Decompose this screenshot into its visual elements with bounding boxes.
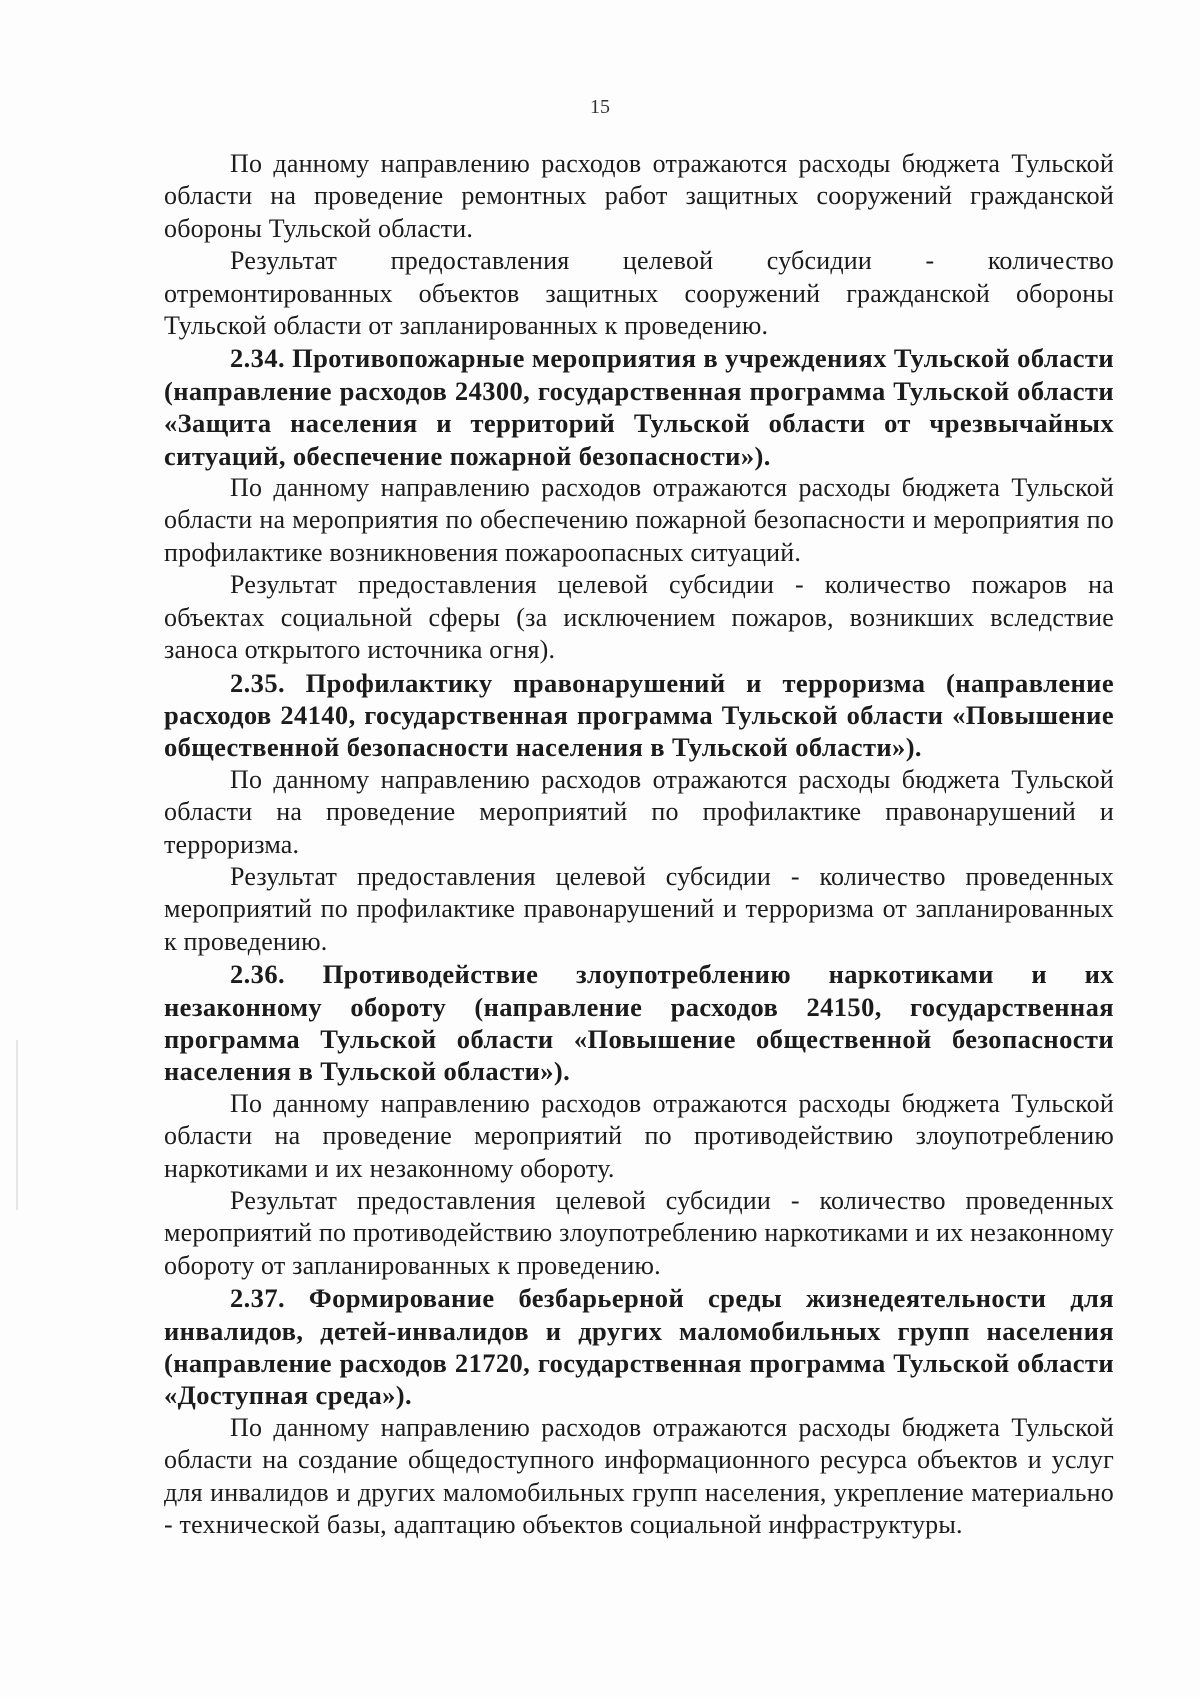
paragraph: Результат предоставления целевой субсидии - количество отремонтированных объектов защитных сооружений гражданской обороны Тульской области от запланированных к проведению. [164, 246, 1114, 341]
page-body [164, 148, 1114, 1541]
paragraph: По данному направлению расходов отражаются расходы бюджета Тульской области на проведение ремонтных работ защитных сооружений гражданской обороны Тульской области. [164, 149, 1114, 243]
section-heading-2-36: 2.36. Противодействие злоупотреблению наркотиками и их незаконному обороту (направление расходов 24150, государственная программа Тульской области «Повышение общественной безопасности населения в Тульской области»). [164, 959, 1114, 1087]
paragraph: По данному направлению расходов отражаются расходы бюджета Тульской области на проведение мероприятий по профилактике правонарушений и терроризма. [164, 764, 1114, 859]
paragraph: По данному направлению расходов отражаются расходы бюджета Тульской области на проведение мероприятий по противодействию злоупотреблению наркотиками и их незаконному обороту. [164, 1088, 1114, 1183]
paragraph: По данному направлению расходов отражаются расходы бюджета Тульской области на мероприятия по обеспечению пожарной безопасности и мероприятия по профилактике возникновения пожароопасных ситуаций. [164, 473, 1114, 567]
section-heading-2-35: 2.35. Профилактику правонарушений и терроризма (направление расходов 24140, государственная программа Тульской области «Повышение общественной безопасности населения в Тульской области»). [164, 667, 1114, 763]
paragraph: По данному направлению расходов отражаются расходы бюджета Тульской области на создание общедоступного информационного ресурса объектов и услуг для инвалидов и других маломобильных групп населения, укрепление материально - технической базы, адаптацию объектов социальной инфраструктуры. [164, 1412, 1114, 1540]
scan-artifact [16, 1040, 18, 1210]
paragraph: Результат предоставления целевой субсидии - количество проведенных мероприятий по профилактике правонарушений и терроризма от запланированных к проведению. [164, 861, 1114, 956]
paragraph: Результат предоставления целевой субсидии - количество пожаров на объектах социальной сферы (за исключением пожаров, возникших вследствие заноса открытого источника огня). [164, 570, 1114, 665]
page-number: 15 [590, 96, 610, 118]
paragraph: Результат предоставления целевой субсидии - количество проведенных мероприятий по противодействию злоупотреблению наркотиками и их незаконному обороту от запланированных к проведению. [164, 1186, 1114, 1280]
section-heading-2-34: 2.34. Противопожарные мероприятия в учреждениях Тульской области (направление расходов 24300, государственная программа Тульской области «Защита населения и территорий Тульской области от чрезвычайных ситуаций, обеспечение пожарной безопасности»). [164, 343, 1114, 471]
section-heading-2-37: 2.37. Формирование безбарьерной среды жизнедеятельности для инвалидов, детей-инвалидов и других маломобильных групп населения (направление расходов 21720, государственная программа Тульской области «Доступная среда»). [164, 1283, 1114, 1411]
